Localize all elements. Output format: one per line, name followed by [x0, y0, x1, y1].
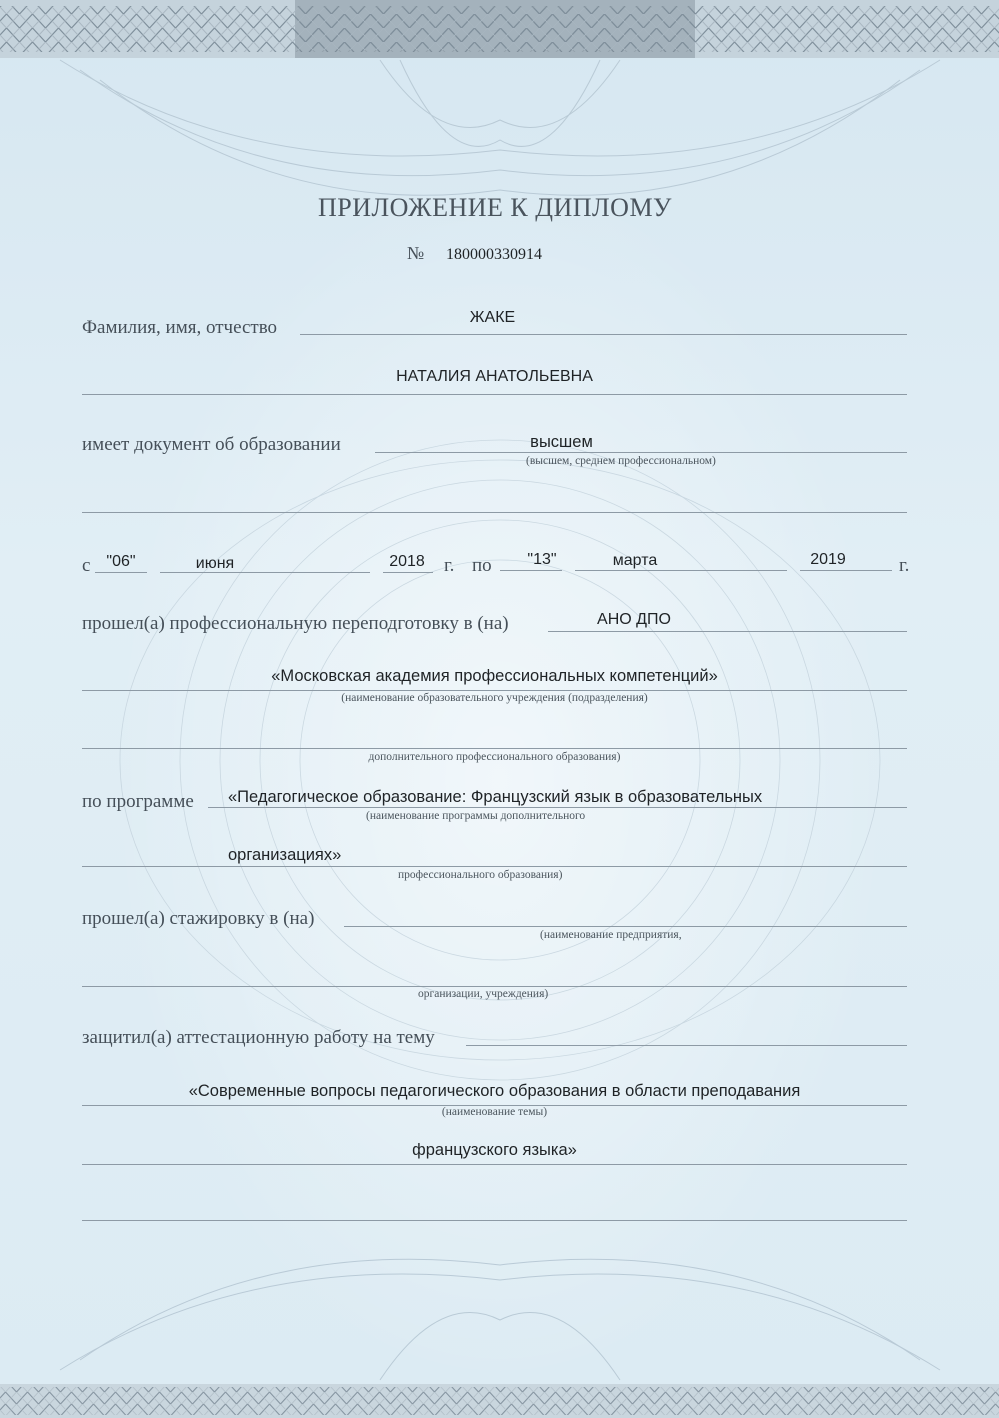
education-label: имеет документ об образовании [82, 434, 341, 455]
internship-hint-2: организации, учреждения) [418, 988, 549, 1000]
internship-hint-1: (наименование предприятия, [540, 929, 682, 941]
from-day-line [95, 572, 147, 573]
person-given-names: НАТАЛИЯ АНАТОЛЬЕВНА [396, 368, 593, 385]
from-year-line [383, 572, 433, 573]
program-hint-2: профессионального образования) [398, 869, 563, 881]
thesis-line-1 [466, 1045, 907, 1046]
thesis-line-4 [82, 1220, 907, 1221]
person-line-2 [82, 394, 907, 395]
program-line-1 [208, 807, 907, 808]
internship-line-1 [344, 926, 907, 927]
number-sign: № [407, 243, 425, 263]
education-value: высшем [530, 433, 593, 451]
education-line-2 [82, 512, 907, 513]
education-line [375, 452, 907, 453]
retraining-hint-1: (наименование образовательного учреждения (подразделения) [341, 692, 648, 704]
education-hint: (высшем, среднем профессиональном) [526, 455, 716, 467]
program-line-2-text: организациях» [228, 846, 342, 864]
thesis-line-2-text: французского языка» [412, 1141, 577, 1159]
period-to-day: "13" [527, 551, 557, 568]
period-to-month: марта [612, 552, 658, 569]
to-year-line [800, 570, 892, 571]
program-line-2 [82, 866, 907, 867]
retraining-org-full: «Московская академия профессиональных компетенций» [271, 667, 718, 685]
retraining-label: прошел(а) профессиональную переподготовку в (на) [82, 613, 509, 634]
period-to-year: 2019 [810, 551, 846, 568]
internship-line-2 [82, 986, 907, 987]
retraining-line-3 [82, 748, 907, 749]
program-hint-1: (наименование программы дополнительного [366, 810, 586, 822]
thesis-label: защитил(а) аттестационную работу на тему [82, 1027, 435, 1048]
internship-label: прошел(а) стажировку в (на) [82, 908, 315, 929]
retraining-org-short: АНО ДПО [597, 611, 671, 628]
period-from-year: 2018 [389, 553, 425, 570]
program-line-1-text: «Педагогическое образование: Французский язык в образовательных [228, 788, 763, 806]
person-label: Фамилия, имя, отчество [82, 317, 278, 338]
document-title: ПРИЛОЖЕНИЕ К ДИПЛОМУ [318, 193, 672, 222]
period-from-month: июня [195, 555, 235, 572]
thesis-hint: (наименование темы) [441, 1106, 548, 1118]
document-number: 180000330914 [446, 246, 542, 263]
retraining-line-1 [548, 631, 907, 632]
thesis-line-3 [82, 1164, 907, 1165]
period-from-prefix: с [82, 555, 91, 576]
period-to-year-suffix: г. [899, 555, 910, 576]
to-month-line [575, 570, 787, 571]
period-to-prefix: по [472, 555, 492, 576]
to-day-line [500, 570, 562, 571]
retraining-hint-2: дополнительного профессионального образования) [368, 751, 621, 763]
retraining-line-2 [82, 690, 907, 691]
person-line-1 [300, 334, 907, 335]
period-from-year-suffix: г. [444, 555, 455, 576]
program-label: по программе [82, 791, 194, 812]
person-surname: ЖАКЕ [469, 309, 516, 326]
period-from-day: "06" [106, 553, 136, 570]
thesis-line-1-text: «Современные вопросы педагогического образования в области преподавания [188, 1082, 801, 1100]
